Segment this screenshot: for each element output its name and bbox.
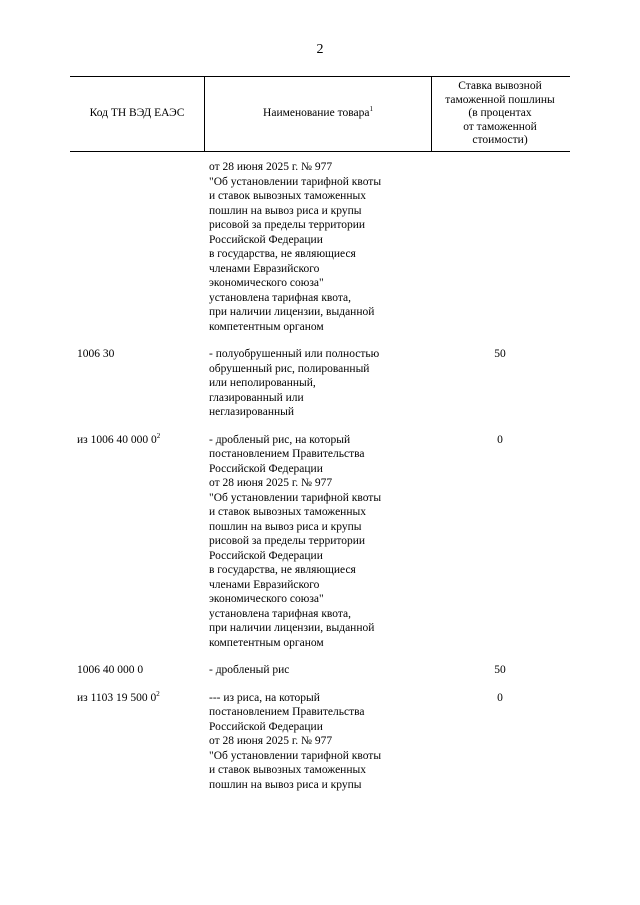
page-number: 2 xyxy=(316,42,324,57)
row-rate: 0 xyxy=(497,691,503,704)
row-rate: 50 xyxy=(494,348,506,360)
header-code xyxy=(70,77,204,151)
header-code-label: Код ТН ВЭД ЕАЭС xyxy=(89,107,185,120)
row-code-footnote: 2 xyxy=(156,689,160,698)
row-description: --- из риса, на который постановлением Правительства Российской Федерации от 28 июня 2025 г. № 977 "Об установлении тарифной квоты и ставок вывозных таможенных пошлин на вывоз риса и крупы xyxy=(209,691,382,791)
table-row xyxy=(0,160,640,334)
header-rate-label: Ставка вывозной таможенной пошлины (в процентах от таможенной стоимости) xyxy=(445,80,555,147)
row-description: - полуобрушенный или полностью обрушенный рис, полированный или неполированный, глазированный или неглазированный xyxy=(209,348,380,418)
row-code-footnote: 2 xyxy=(156,431,161,440)
table-header xyxy=(70,76,570,152)
header-name-text: Наименование товара xyxy=(263,107,370,120)
table-row xyxy=(0,663,640,678)
header-name-label xyxy=(263,107,373,121)
row-code xyxy=(77,347,197,362)
row-code xyxy=(77,663,197,678)
row-code xyxy=(77,691,197,706)
header-name-footnote: 1 xyxy=(369,105,373,114)
row-rate: 0 xyxy=(497,433,503,446)
row-code-text: 1006 30 xyxy=(77,348,115,360)
row-code xyxy=(77,433,197,448)
row-description: от 28 июня 2025 г. № 977 "Об установлении тарифной квоты и ставок вывозных таможенных пошлин на вывоз риса и крупы рисовой за пределы территории Российской Федерации в государства, не являющиеся членами Евразийского экономического союза" установлена тарифная квота, при наличии лицензии, выданной компетентным органом xyxy=(209,161,382,333)
header-name xyxy=(204,77,432,151)
table-row xyxy=(0,347,640,420)
row-code-text: 1006 40 000 0 xyxy=(77,664,144,676)
row-description: - дробленый рис xyxy=(209,664,290,676)
row-description: - дробленый рис, на который постановлением Правительства Российской Федерации от 28 июня 2025 г. № 977 "Об установлении тарифной квоты и ставок вывозных таможенных пошлин на вывоз риса и крупы рисовой за пределы территории Российской Федерации в государства, не являющиеся членами Евразийского экономического союза" установлена тарифная квота, при наличии лицензии, выданной компетентным органом xyxy=(209,433,382,649)
header-rate xyxy=(430,77,570,151)
row-code-text: из 1103 19 500 0 xyxy=(77,691,157,704)
table-body xyxy=(0,160,640,805)
row-code-text: из 1006 40 000 0 xyxy=(77,433,157,446)
table-row xyxy=(0,691,640,793)
table-row xyxy=(0,433,640,651)
row-rate: 50 xyxy=(494,664,506,676)
